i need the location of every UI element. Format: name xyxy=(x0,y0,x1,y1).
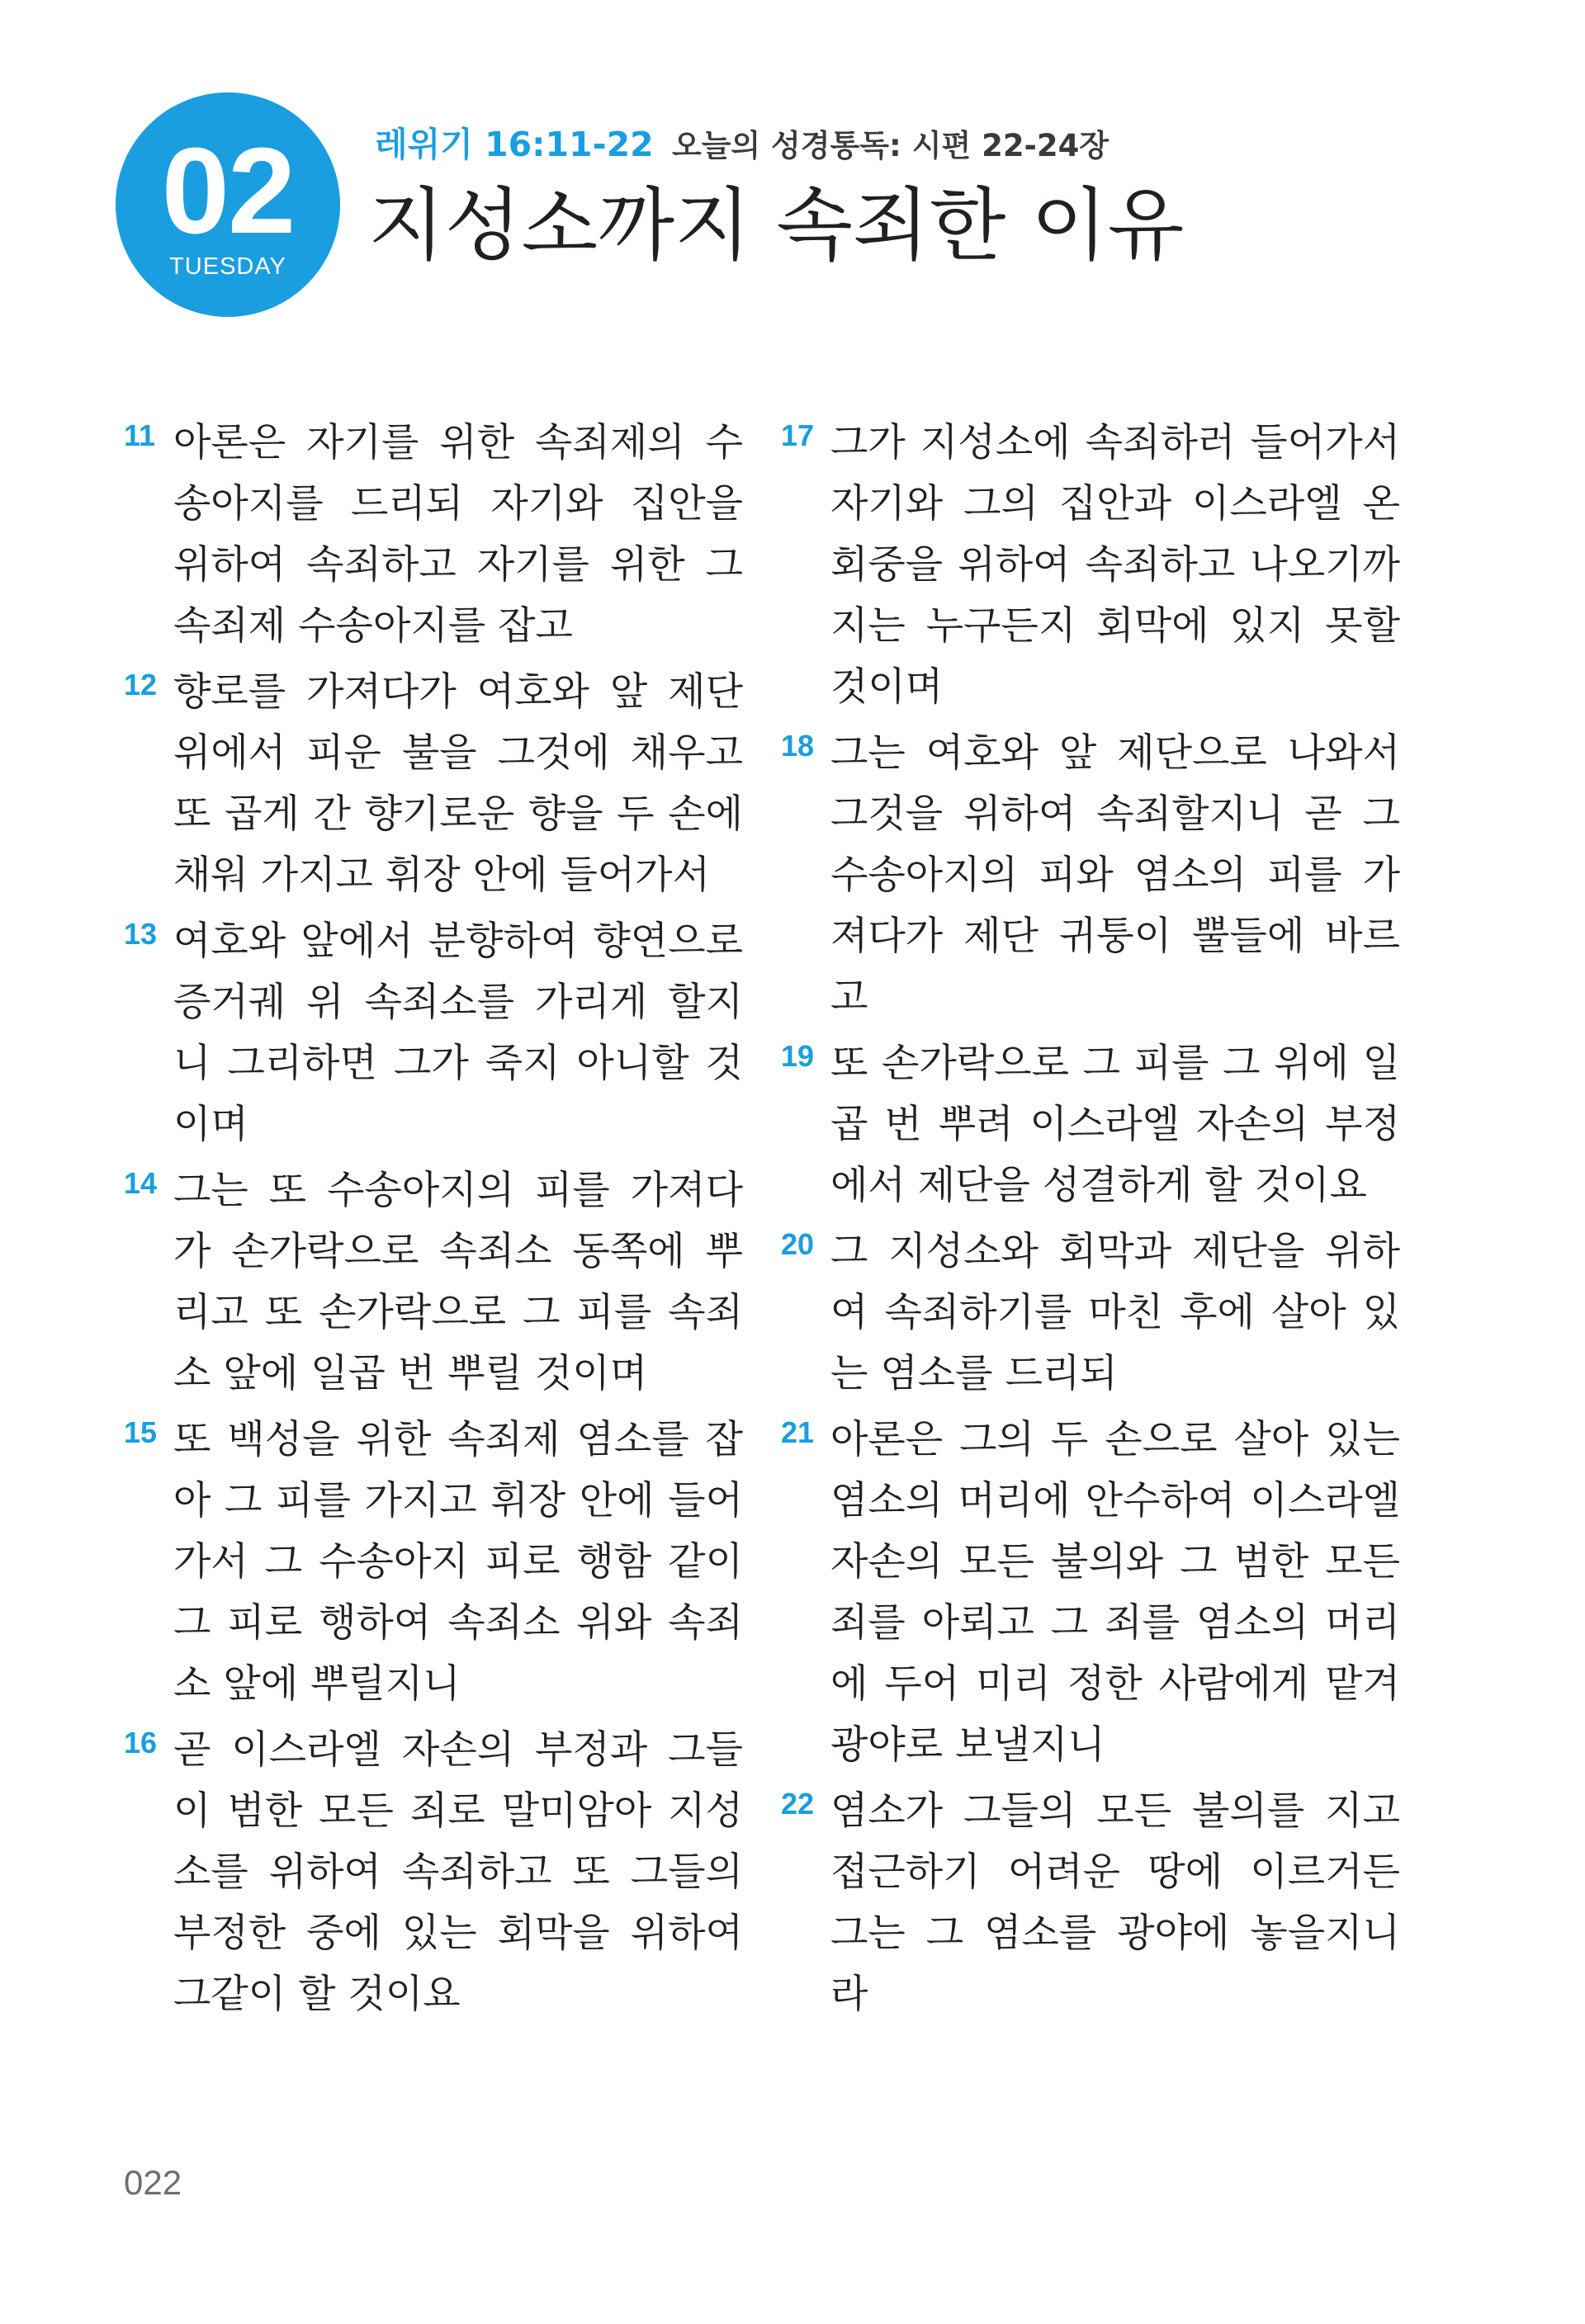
passage-reference: 레위기 16:11-22 xyxy=(375,125,654,164)
verse-number: 19 xyxy=(781,1039,815,1073)
verse-text: 아론은 자기를 위한 속죄제의 수송아지를 드리되 자기와 집안을 위하여 속죄하고 자기를 위한 그 속죄제 수송아지를 잡고 xyxy=(173,420,743,649)
verse-21 xyxy=(781,1410,1400,1776)
verse-number: 20 xyxy=(781,1227,815,1261)
verse-text: 여호와 앞에서 분향하여 향연으로 증거궤 위 속죄소를 가리게 할지니 그리하면 그가 죽지 아니할 것이며 xyxy=(173,919,743,1147)
verse-number: 18 xyxy=(781,729,815,763)
verse-12 xyxy=(124,662,743,906)
verse-text: 또 백성을 위한 속죄제 염소를 잡아 그 피를 가지고 휘장 안에 들어가서 그 수송아지 피로 행함 같이 그 피로 행하여 속죄소 위와 속죄소 앞에 뿌릴지니 xyxy=(173,1417,743,1707)
verse-number: 12 xyxy=(124,668,158,701)
verse-16 xyxy=(124,1720,743,2025)
verse-text: 그가 지성소에 속죄하러 들어가서 자기와 그의 집안과 이스라엘 온 회중을 위하여 속죄하고 나오기까지는 누구든지 회막에 있지 못할 것이며 xyxy=(830,420,1400,710)
verse-text: 아론은 그의 두 손으로 살아 있는 염소의 머리에 안수하여 이스라엘 자손의 모든 불의와 그 범한 모든 죄를 아뢰고 그 죄를 염소의 머리에 두어 미리 정한 사람에게 맡겨 광야로 보낼지니 xyxy=(830,1417,1400,1768)
verse-number: 22 xyxy=(781,1787,815,1821)
verse-text: 그는 여호와 앞 제단으로 나와서 그것을 위하여 속죄할지니 곧 그 수송아지의 피와 염소의 피를 가져다가 제단 귀퉁이 뿔들에 바르고 xyxy=(830,730,1400,1020)
verse-number: 15 xyxy=(124,1415,158,1449)
verse-number: 21 xyxy=(781,1415,815,1449)
verse-17 xyxy=(781,413,1400,718)
day-weekday: TUESDAY xyxy=(169,253,286,280)
verse-number: 11 xyxy=(124,418,156,452)
verse-number: 17 xyxy=(781,418,815,452)
verse-19 xyxy=(781,1033,1400,1216)
verse-text: 그 지성소와 회막과 제단을 위하여 속죄하기를 마친 후에 살아 있는 염소를 드리되 xyxy=(830,1229,1400,1396)
day-number: 02 xyxy=(161,123,295,259)
verse-number: 16 xyxy=(124,1726,158,1760)
verse-text: 그는 또 수송아지의 피를 가져다가 손가락으로 속죄소 동쪽에 뿌리고 또 손가락으로 그 피를 속죄소 앞에 일곱 번 뿌릴 것이며 xyxy=(173,1168,743,1396)
verse-text: 또 손가락으로 그 피를 그 위에 일곱 번 뿌려 이스라엘 자손의 부정에서 제단을 성결하게 할 것이요 xyxy=(830,1041,1400,1208)
verse-22 xyxy=(781,1781,1400,2025)
verse-18 xyxy=(781,723,1400,1028)
header-subtitle xyxy=(375,124,1109,167)
verse-column-right xyxy=(781,413,1400,2030)
verse-number: 13 xyxy=(124,917,158,951)
verse-number: 14 xyxy=(124,1166,158,1200)
page-number: 022 xyxy=(124,2163,182,2202)
verse-11 xyxy=(124,413,743,657)
reading-plan: 오늘의 성경통독: 시편 22-24장 xyxy=(671,128,1110,163)
verse-13 xyxy=(124,911,743,1155)
verse-15 xyxy=(124,1410,743,1715)
verse-column-left xyxy=(124,413,743,2030)
day-badge xyxy=(116,92,340,317)
verse-text: 향로를 가져다가 여호와 앞 제단 위에서 피운 불을 그것에 채우고 또 곱게 간 향기로운 향을 두 손에 채워 가지고 휘장 안에 들어가서 xyxy=(173,669,743,898)
verse-text: 염소가 그들의 모든 불의를 지고 접근하기 어려운 땅에 이르거든 그는 그 염소를 광야에 놓을지니라 xyxy=(830,1788,1400,2017)
verse-text: 곧 이스라엘 자손의 부정과 그들이 범한 모든 죄로 말미암아 지성소를 위하여 속죄하고 또 그들의 부정한 중에 있는 회막을 위하여 그같이 할 것이요 xyxy=(173,1727,743,2017)
page-title: 지성소까지 속죄한 이유 xyxy=(368,179,1185,272)
verse-14 xyxy=(124,1160,743,1405)
verse-20 xyxy=(781,1221,1400,1405)
